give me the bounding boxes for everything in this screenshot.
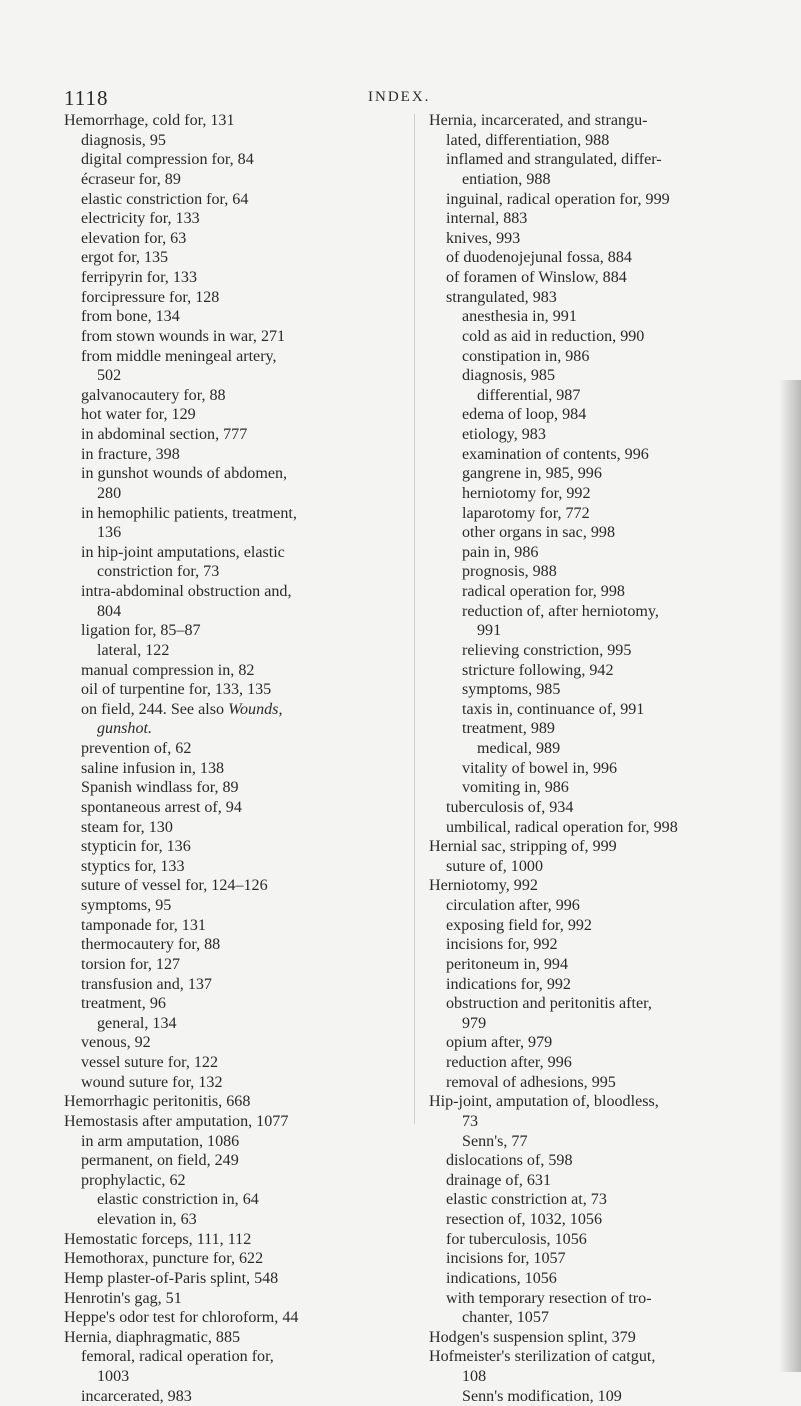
index-entry-text: 108 xyxy=(462,1368,487,1385)
index-entry xyxy=(429,248,769,268)
index-entry xyxy=(429,543,769,563)
index-entry-text: cold as aid in reduction, 990 xyxy=(462,327,645,345)
index-entry-text: incarcerated, 983 xyxy=(81,1387,192,1405)
index-entry xyxy=(429,582,769,602)
index-entry-text: forcipressure for, 128 xyxy=(81,288,220,306)
index-entry-text: Hip-joint, amputation of, bloodless, xyxy=(429,1093,659,1111)
index-entry-text: galvanocautery for, 88 xyxy=(81,386,226,404)
index-entry xyxy=(64,857,400,877)
index-entry xyxy=(64,935,400,955)
index-entry-text: in gunshot wounds of abdomen, xyxy=(81,465,288,483)
index-entry-text: styptics for, 133 xyxy=(81,857,185,875)
index-entry-text: from stown wounds in war, 271 xyxy=(81,327,286,345)
index-entry-text: wound suture for, 132 xyxy=(81,1073,223,1091)
index-entry-text: vomiting in, 986 xyxy=(462,779,569,797)
index-entry xyxy=(429,759,769,779)
index-entry xyxy=(64,818,400,838)
index-entry xyxy=(429,425,769,445)
index-entry-text: from bone, 134 xyxy=(81,308,180,326)
index-entry xyxy=(64,1053,400,1073)
index-entry xyxy=(429,366,769,386)
index-entry xyxy=(429,523,769,543)
index-entry xyxy=(64,994,400,1014)
index-entry-text: diagnosis, 95 xyxy=(81,131,166,149)
index-entry-text: 136 xyxy=(97,524,122,542)
index-entry-text: femoral, radical operation for, xyxy=(81,1348,274,1366)
index-entry xyxy=(429,818,769,838)
index-entry xyxy=(64,975,400,995)
index-entry-text: peritoneum in, 994 xyxy=(446,955,569,973)
index-entry-text: Hernia, diaphragmatic, 885 xyxy=(64,1328,241,1346)
index-entry xyxy=(429,916,769,936)
index-entry-text: opium after, 979 xyxy=(446,1034,553,1052)
index-entry xyxy=(64,248,400,268)
index-entry xyxy=(429,131,769,151)
index-entry-text: Henrotin's gag, 51 xyxy=(64,1289,182,1307)
index-entry xyxy=(64,523,400,543)
index-entry xyxy=(429,1269,769,1289)
index-entry-text: Hernial sac, stripping of, 999 xyxy=(429,838,617,856)
index-entry-text: Hernia, incarcerated, and strangu- xyxy=(429,112,648,129)
index-entry-text: treatment, 96 xyxy=(81,995,166,1013)
index-entry-text: prevention of, 62 xyxy=(81,740,192,757)
index-entry-text: vitality of bowel in, 996 xyxy=(462,759,618,777)
index-entry xyxy=(64,1014,400,1034)
index-entry-text: 991 xyxy=(477,622,502,640)
index-entry-text: saline infusion in, 138 xyxy=(81,759,225,777)
index-entry xyxy=(429,876,769,896)
index-entry-text: circulation after, 996 xyxy=(446,897,580,914)
index-entry-text: venous, 92 xyxy=(81,1034,151,1052)
index-entry xyxy=(429,464,769,484)
index-entry-text: torsion for, 127 xyxy=(81,955,181,973)
left-index-column xyxy=(64,111,400,1406)
index-entry xyxy=(429,170,769,190)
index-cross-reference: gunshot. xyxy=(97,720,152,738)
index-entry xyxy=(64,190,400,210)
index-entry-text: lateral, 122 xyxy=(97,641,170,659)
index-entry xyxy=(64,131,400,151)
index-entry-text: of foramen of Winslow, 884 xyxy=(446,269,627,286)
page-edge-shadow xyxy=(779,380,801,1372)
index-entry-text: Spanish windlass for, 89 xyxy=(81,779,239,797)
index-entry-text: reduction of, after herniotomy, xyxy=(462,602,659,620)
index-entry-text: treatment, 989 xyxy=(462,720,555,738)
index-entry xyxy=(429,621,769,641)
index-entry xyxy=(64,778,400,798)
index-entry xyxy=(64,229,400,249)
index-entry xyxy=(64,347,400,367)
index-entry xyxy=(429,719,769,739)
index-entry-text: knives, 993 xyxy=(446,229,521,247)
index-entry xyxy=(429,896,769,916)
index-entry-text: internal, 883 xyxy=(446,210,528,228)
index-entry xyxy=(429,405,769,425)
index-entry xyxy=(64,1073,400,1093)
index-entry xyxy=(429,504,769,524)
index-entry-text: elevation in, 63 xyxy=(97,1211,197,1228)
index-entry xyxy=(429,837,769,857)
index-entry-text: Senn's modification, 109 xyxy=(462,1387,622,1405)
index-entry-text: in hemophilic patients, treatment, xyxy=(81,504,297,522)
index-entry-text: indications, 1056 xyxy=(446,1269,557,1287)
index-entry-text: 1003 xyxy=(97,1368,130,1385)
index-entry xyxy=(64,1210,400,1230)
index-entry xyxy=(429,955,769,975)
index-entry-text: dislocations of, 598 xyxy=(446,1152,573,1170)
index-entry xyxy=(64,209,400,229)
index-entry-text: diagnosis, 985 xyxy=(462,367,555,385)
index-entry xyxy=(429,111,769,131)
index-entry-text: symptoms, 95 xyxy=(81,897,172,914)
index-entry xyxy=(429,975,769,995)
index-entry xyxy=(429,190,769,210)
index-entry xyxy=(429,1033,769,1053)
index-entry-text: symptoms, 985 xyxy=(462,681,561,699)
index-entry xyxy=(429,288,769,308)
index-entry xyxy=(64,661,400,681)
index-entry-text: 804 xyxy=(97,602,122,620)
index-entry-text: reduction after, 996 xyxy=(446,1054,572,1071)
index-entry-text: Hemostatic forceps, 111, 112 xyxy=(64,1230,252,1248)
index-entry-text: hot water for, 129 xyxy=(81,406,196,424)
index-entry xyxy=(64,955,400,975)
index-entry xyxy=(429,1171,769,1191)
index-entry xyxy=(64,268,400,288)
index-entry xyxy=(64,1328,400,1348)
index-entry-text: indications for, 992 xyxy=(446,975,571,993)
index-entry xyxy=(429,268,769,288)
index-entry xyxy=(429,1053,769,1073)
index-entry xyxy=(429,150,769,170)
index-entry-text: gangrene in, 985, 996 xyxy=(462,465,602,483)
index-entry xyxy=(64,700,400,720)
index-entry-text: with temporary resection of tro- xyxy=(446,1289,652,1307)
index-entry-text: suture of vessel for, 124–126 xyxy=(81,877,268,895)
index-entry xyxy=(429,1387,769,1406)
index-entry xyxy=(429,1210,769,1230)
index-entry xyxy=(429,1073,769,1093)
index-entry xyxy=(64,602,400,622)
index-entry-text: inflamed and strangulated, differ- xyxy=(446,151,662,169)
index-entry xyxy=(64,719,400,739)
index-entry-text: Hodgen's suspension splint, 379 xyxy=(429,1328,636,1346)
index-entry-text: vessel suture for, 122 xyxy=(81,1054,219,1071)
index-entry-text: examination of contents, 996 xyxy=(462,445,649,463)
index-entry-text: transfusion and, 137 xyxy=(81,975,212,993)
index-entry-text: drainage of, 631 xyxy=(446,1171,552,1189)
index-entry xyxy=(429,1308,769,1328)
index-entry-text: oil of turpentine for, 133, 135 xyxy=(81,681,272,699)
index-entry xyxy=(429,445,769,465)
index-entry-text: intra-abdominal obstruction and, xyxy=(81,583,292,600)
index-entry xyxy=(64,405,400,425)
index-entry xyxy=(64,1308,400,1328)
index-entry xyxy=(64,1092,400,1112)
index-entry xyxy=(64,1230,400,1250)
index-entry xyxy=(64,445,400,465)
index-entry xyxy=(429,307,769,327)
index-entry xyxy=(429,700,769,720)
index-entry-text: from middle meningeal artery, xyxy=(81,347,277,365)
index-entry-text: anesthesia in, 991 xyxy=(462,308,577,326)
index-entry xyxy=(429,209,769,229)
index-entry xyxy=(64,1190,400,1210)
index-entry-text: prophylactic, 62 xyxy=(81,1171,186,1189)
index-entry-text: obstruction and peritonitis after, xyxy=(446,995,652,1013)
index-entry xyxy=(429,798,769,818)
index-entry-text: 280 xyxy=(97,484,122,502)
index-entry-text: on field, 244. See also xyxy=(81,700,229,718)
index-entry-text: radical operation for, 998 xyxy=(462,583,625,600)
index-entry xyxy=(429,386,769,406)
index-entry-text: taxis in, continuance of, 991 xyxy=(462,700,645,718)
index-entry xyxy=(64,327,400,347)
index-entry-text: Hemorrhagic peritonitis, 668 xyxy=(64,1093,251,1111)
index-entry xyxy=(429,327,769,347)
index-entry-text: permanent, on field, 249 xyxy=(81,1152,239,1170)
index-entry-text: thermocautery for, 88 xyxy=(81,936,221,954)
column-divider xyxy=(414,114,415,1124)
index-entry xyxy=(429,661,769,681)
index-entry xyxy=(429,347,769,367)
index-entry-text: strangulated, 983 xyxy=(446,288,557,306)
index-entry xyxy=(64,1269,400,1289)
page-number: 1118 xyxy=(64,86,109,110)
index-entry xyxy=(64,386,400,406)
index-entry-text: ergot for, 135 xyxy=(81,249,169,267)
index-entry-text: umbilical, radical operation for, 998 xyxy=(446,818,678,836)
index-entry xyxy=(64,150,400,170)
index-entry-text: in fracture, 398 xyxy=(81,445,180,463)
index-entry-text: ferripyrin for, 133 xyxy=(81,269,197,286)
index-entry xyxy=(64,1347,400,1367)
index-entry-text: general, 134 xyxy=(97,1014,177,1032)
index-entry xyxy=(429,1190,769,1210)
index-entry-text: in hip-joint amputations, elastic xyxy=(81,543,285,561)
index-entry-text: for tuberculosis, 1056 xyxy=(446,1230,587,1248)
index-entry xyxy=(429,739,769,759)
index-entry-text: elastic constriction for, 64 xyxy=(81,190,249,208)
index-entry-text: tamponade for, 131 xyxy=(81,916,206,934)
index-entry-text: steam for, 130 xyxy=(81,818,173,836)
index-entry-text: Heppe's odor test for chloroform, 44 xyxy=(64,1309,299,1327)
index-entry xyxy=(64,170,400,190)
index-entry-text: incisions for, 992 xyxy=(446,936,558,954)
index-entry xyxy=(64,484,400,504)
right-index-column xyxy=(429,111,769,1406)
index-entry-text: in arm amputation, 1086 xyxy=(81,1132,240,1150)
index-entry xyxy=(429,641,769,661)
index-entry xyxy=(429,994,769,1014)
index-entry xyxy=(429,562,769,582)
index-entry xyxy=(429,1230,769,1250)
index-entry xyxy=(64,1289,400,1309)
index-entry xyxy=(64,562,400,582)
index-entry-text: relieving constriction, 995 xyxy=(462,641,632,659)
index-entry xyxy=(64,1367,400,1387)
index-entry-text: elastic constriction at, 73 xyxy=(446,1191,607,1209)
index-entry-text: Herniotomy, 992 xyxy=(429,877,538,895)
index-entry-text: suture of, 1000 xyxy=(446,857,543,875)
index-entry xyxy=(429,1014,769,1034)
index-entry-text: constipation in, 986 xyxy=(462,347,590,365)
index-entry xyxy=(429,602,769,622)
index-entry xyxy=(429,680,769,700)
index-entry xyxy=(64,739,400,759)
index-entry xyxy=(429,1249,769,1269)
index-entry-text: other organs in sac, 998 xyxy=(462,524,616,542)
index-entry xyxy=(64,759,400,779)
index-entry xyxy=(64,798,400,818)
index-entry xyxy=(64,1033,400,1053)
index-entry xyxy=(429,1289,769,1309)
index-entry xyxy=(429,229,769,249)
index-entry-text: resection of, 1032, 1056 xyxy=(446,1211,602,1228)
index-entry xyxy=(64,543,400,563)
index-entry-text: inguinal, radical operation for, 999 xyxy=(446,190,670,208)
index-entry-text: digital compression for, 84 xyxy=(81,151,254,169)
index-entry xyxy=(64,366,400,386)
index-entry-text: constriction for, 73 xyxy=(97,563,220,581)
index-entry xyxy=(64,307,400,327)
index-entry-text: Hemothorax, puncture for, 622 xyxy=(64,1250,264,1268)
index-entry xyxy=(429,1367,769,1387)
index-entry xyxy=(64,916,400,936)
index-entry xyxy=(64,425,400,445)
index-entry xyxy=(64,641,400,661)
index-entry-text: electricity for, 133 xyxy=(81,210,200,228)
index-entry-text: pain in, 986 xyxy=(462,543,539,561)
index-entry-text: entiation, 988 xyxy=(462,170,551,188)
index-entry xyxy=(64,111,400,131)
index-entry-text: lated, differentiation, 988 xyxy=(446,131,610,149)
index-entry xyxy=(429,1092,769,1112)
index-entry-text: spontaneous arrest of, 94 xyxy=(81,798,242,816)
index-entry xyxy=(64,504,400,524)
index-entry-text: stypticin for, 136 xyxy=(81,838,191,856)
index-entry-text: écraseur for, 89 xyxy=(81,170,181,188)
index-entry xyxy=(429,1347,769,1367)
index-entry xyxy=(64,876,400,896)
index-entry-text: elevation for, 63 xyxy=(81,229,187,247)
index-entry xyxy=(64,288,400,308)
index-entry-text: exposing field for, 992 xyxy=(446,916,592,934)
index-entry-text: elastic constriction in, 64 xyxy=(97,1191,259,1209)
index-entry-text: ligation for, 85–87 xyxy=(81,622,201,640)
index-entry-text: prognosis, 988 xyxy=(462,563,557,581)
index-entry-text: Hofmeister's sterilization of catgut, xyxy=(429,1348,656,1366)
index-entry-text: of duodenojejunal fossa, 884 xyxy=(446,249,632,267)
index-entry-text: differential, 987 xyxy=(477,386,581,404)
index-entry-text: chanter, 1057 xyxy=(462,1309,549,1327)
index-entry-text: stricture following, 942 xyxy=(462,661,614,679)
index-entry xyxy=(429,484,769,504)
index-entry xyxy=(64,1387,400,1406)
index-entry-text: etiology, 983 xyxy=(462,426,546,443)
index-entry-text: 502 xyxy=(97,367,122,385)
index-entry xyxy=(64,1132,400,1152)
index-entry-text: Senn's, 77 xyxy=(462,1132,528,1150)
index-entry xyxy=(64,896,400,916)
index-entry xyxy=(429,1132,769,1152)
index-entry xyxy=(429,1151,769,1171)
index-entry-text: tuberculosis of, 934 xyxy=(446,798,574,816)
index-entry-text: incisions for, 1057 xyxy=(446,1250,566,1268)
index-entry xyxy=(429,857,769,877)
index-entry xyxy=(429,1112,769,1132)
running-head: INDEX. xyxy=(368,89,431,105)
index-entry-text: manual compression in, 82 xyxy=(81,661,255,679)
index-entry-text: edema of loop, 984 xyxy=(462,406,587,424)
index-entry xyxy=(64,680,400,700)
index-entry-text: in abdominal section, 777 xyxy=(81,426,248,443)
index-cross-reference: Wounds, xyxy=(228,700,283,718)
index-entry xyxy=(64,1151,400,1171)
index-entry xyxy=(64,582,400,602)
index-entry-text: Hemp plaster-of-Paris splint, 548 xyxy=(64,1269,279,1287)
index-entry-text: medical, 989 xyxy=(477,740,561,757)
index-entry-text: laparotomy for, 772 xyxy=(462,504,590,522)
index-entry xyxy=(429,935,769,955)
index-entry-text: removal of adhesions, 995 xyxy=(446,1073,616,1091)
index-entry xyxy=(64,621,400,641)
index-entry xyxy=(64,1171,400,1191)
index-entry-text: herniotomy for, 992 xyxy=(462,484,591,502)
index-entry xyxy=(64,1249,400,1269)
index-entry-text: 73 xyxy=(462,1112,479,1130)
index-entry-text: 979 xyxy=(462,1014,487,1032)
index-entry xyxy=(64,837,400,857)
index-entry-text: Hemostasis after amputation, 1077 xyxy=(64,1112,289,1130)
index-entry xyxy=(429,1328,769,1348)
index-entry xyxy=(429,778,769,798)
index-entry xyxy=(64,464,400,484)
index-entry-text: Hemorrhage, cold for, 131 xyxy=(64,112,235,129)
index-entry xyxy=(64,1112,400,1132)
